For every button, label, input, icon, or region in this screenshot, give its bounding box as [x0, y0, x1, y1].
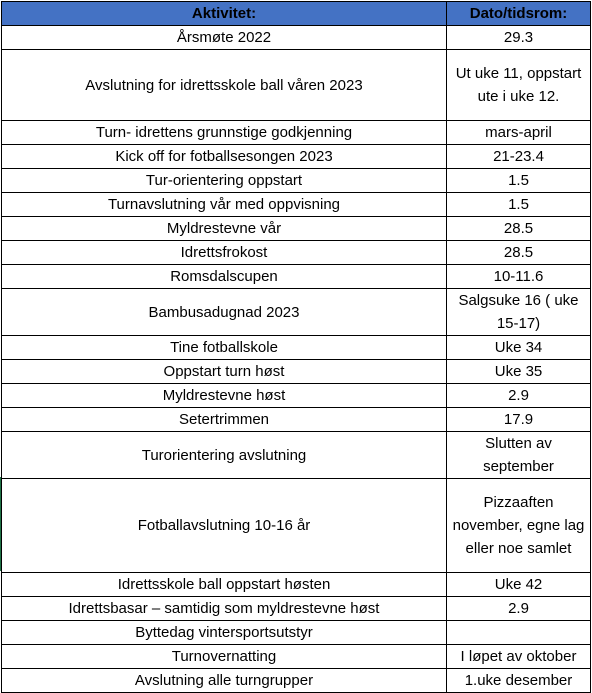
date-cell[interactable]: Salgsuke 16 ( uke 15-17) [447, 289, 591, 336]
table-row [2, 145, 591, 169]
activity-cell[interactable]: Oppstart turn høst [2, 360, 447, 384]
activity-cell[interactable]: Idrettsbasar – samtidig som myldrestevne høst [2, 597, 447, 621]
date-cell[interactable]: Slutten av september [447, 432, 591, 479]
activity-cell[interactable]: Avslutning alle turngrupper [2, 669, 447, 693]
date-cell[interactable]: Uke 35 [447, 360, 591, 384]
date-cell[interactable]: 28.5 [447, 241, 591, 265]
activity-cell[interactable]: Kick off for fotballsesongen 2023 [2, 145, 447, 169]
date-cell[interactable]: 10-11.6 [447, 265, 591, 289]
table-row [2, 217, 591, 241]
date-cell[interactable]: 21-23.4 [447, 145, 591, 169]
date-cell[interactable]: 29.3 [447, 26, 591, 50]
table-row [2, 384, 591, 408]
date-cell[interactable] [447, 621, 591, 645]
activity-cell[interactable]: Romsdalscupen [2, 265, 447, 289]
table-row [2, 645, 591, 669]
header-date[interactable]: Dato/tidsrom: [447, 2, 591, 26]
activity-cell[interactable]: Årsmøte 2022 [2, 26, 447, 50]
date-cell[interactable]: mars-april [447, 121, 591, 145]
activity-cell[interactable]: Idrettsfrokost [2, 241, 447, 265]
table-row [2, 336, 591, 360]
date-cell[interactable]: I løpet av oktober [447, 645, 591, 669]
date-cell[interactable]: 1.uke desember [447, 669, 591, 693]
table-row [2, 241, 591, 265]
activity-cell[interactable]: Turnavslutning vår med oppvisning [2, 193, 447, 217]
activity-cell[interactable]: Bambusadugnad 2023 [2, 289, 447, 336]
table-row [2, 169, 591, 193]
header-row [2, 2, 591, 26]
date-cell[interactable]: 17.9 [447, 408, 591, 432]
header-activity[interactable]: Aktivitet: [2, 2, 447, 26]
activity-cell[interactable]: Turorientering avslutning [2, 432, 447, 479]
activity-cell[interactable]: Tine fotballskole [2, 336, 447, 360]
table-row [2, 26, 591, 50]
table-body [2, 26, 591, 693]
table-row [2, 289, 591, 336]
date-cell[interactable]: 1.5 [447, 169, 591, 193]
activity-cell[interactable]: Turnovernatting [2, 645, 447, 669]
table-row [2, 408, 591, 432]
date-cell[interactable]: 2.9 [447, 597, 591, 621]
table-row [2, 360, 591, 384]
table-row [2, 121, 591, 145]
date-cell[interactable]: Uke 42 [447, 573, 591, 597]
table-row [2, 573, 591, 597]
date-cell[interactable]: 1.5 [447, 193, 591, 217]
table-row [2, 265, 591, 289]
table-row [2, 479, 591, 573]
date-cell[interactable]: 28.5 [447, 217, 591, 241]
date-cell[interactable]: Pizzaaften november, egne lag eller noe samlet [447, 479, 591, 573]
table-row [2, 193, 591, 217]
activity-cell[interactable]: Tur-orientering oppstart [2, 169, 447, 193]
activity-cell[interactable]: Turn- idrettens grunnstige godkjenning [2, 121, 447, 145]
activity-cell[interactable]: Myldrestevne høst [2, 384, 447, 408]
activity-cell[interactable]: Myldrestevne vår [2, 217, 447, 241]
date-cell[interactable]: 2.9 [447, 384, 591, 408]
activity-cell[interactable]: Setertrimmen [2, 408, 447, 432]
activity-cell[interactable]: Byttedag vintersportsutstyr [2, 621, 447, 645]
table-row [2, 432, 591, 479]
table-row [2, 669, 591, 693]
date-cell[interactable]: Ut uke 11, oppstart ute i uke 12. [447, 50, 591, 121]
activity-cell[interactable]: Fotballavslutning 10-16 år [2, 479, 447, 573]
activity-table [1, 1, 591, 693]
date-cell[interactable]: Uke 34 [447, 336, 591, 360]
table-row [2, 50, 591, 121]
activity-cell[interactable]: Avslutning for idrettsskole ball våren 2023 [2, 50, 447, 121]
activity-cell[interactable]: Idrettsskole ball oppstart høsten [2, 573, 447, 597]
table-row [2, 621, 591, 645]
table-row [2, 597, 591, 621]
